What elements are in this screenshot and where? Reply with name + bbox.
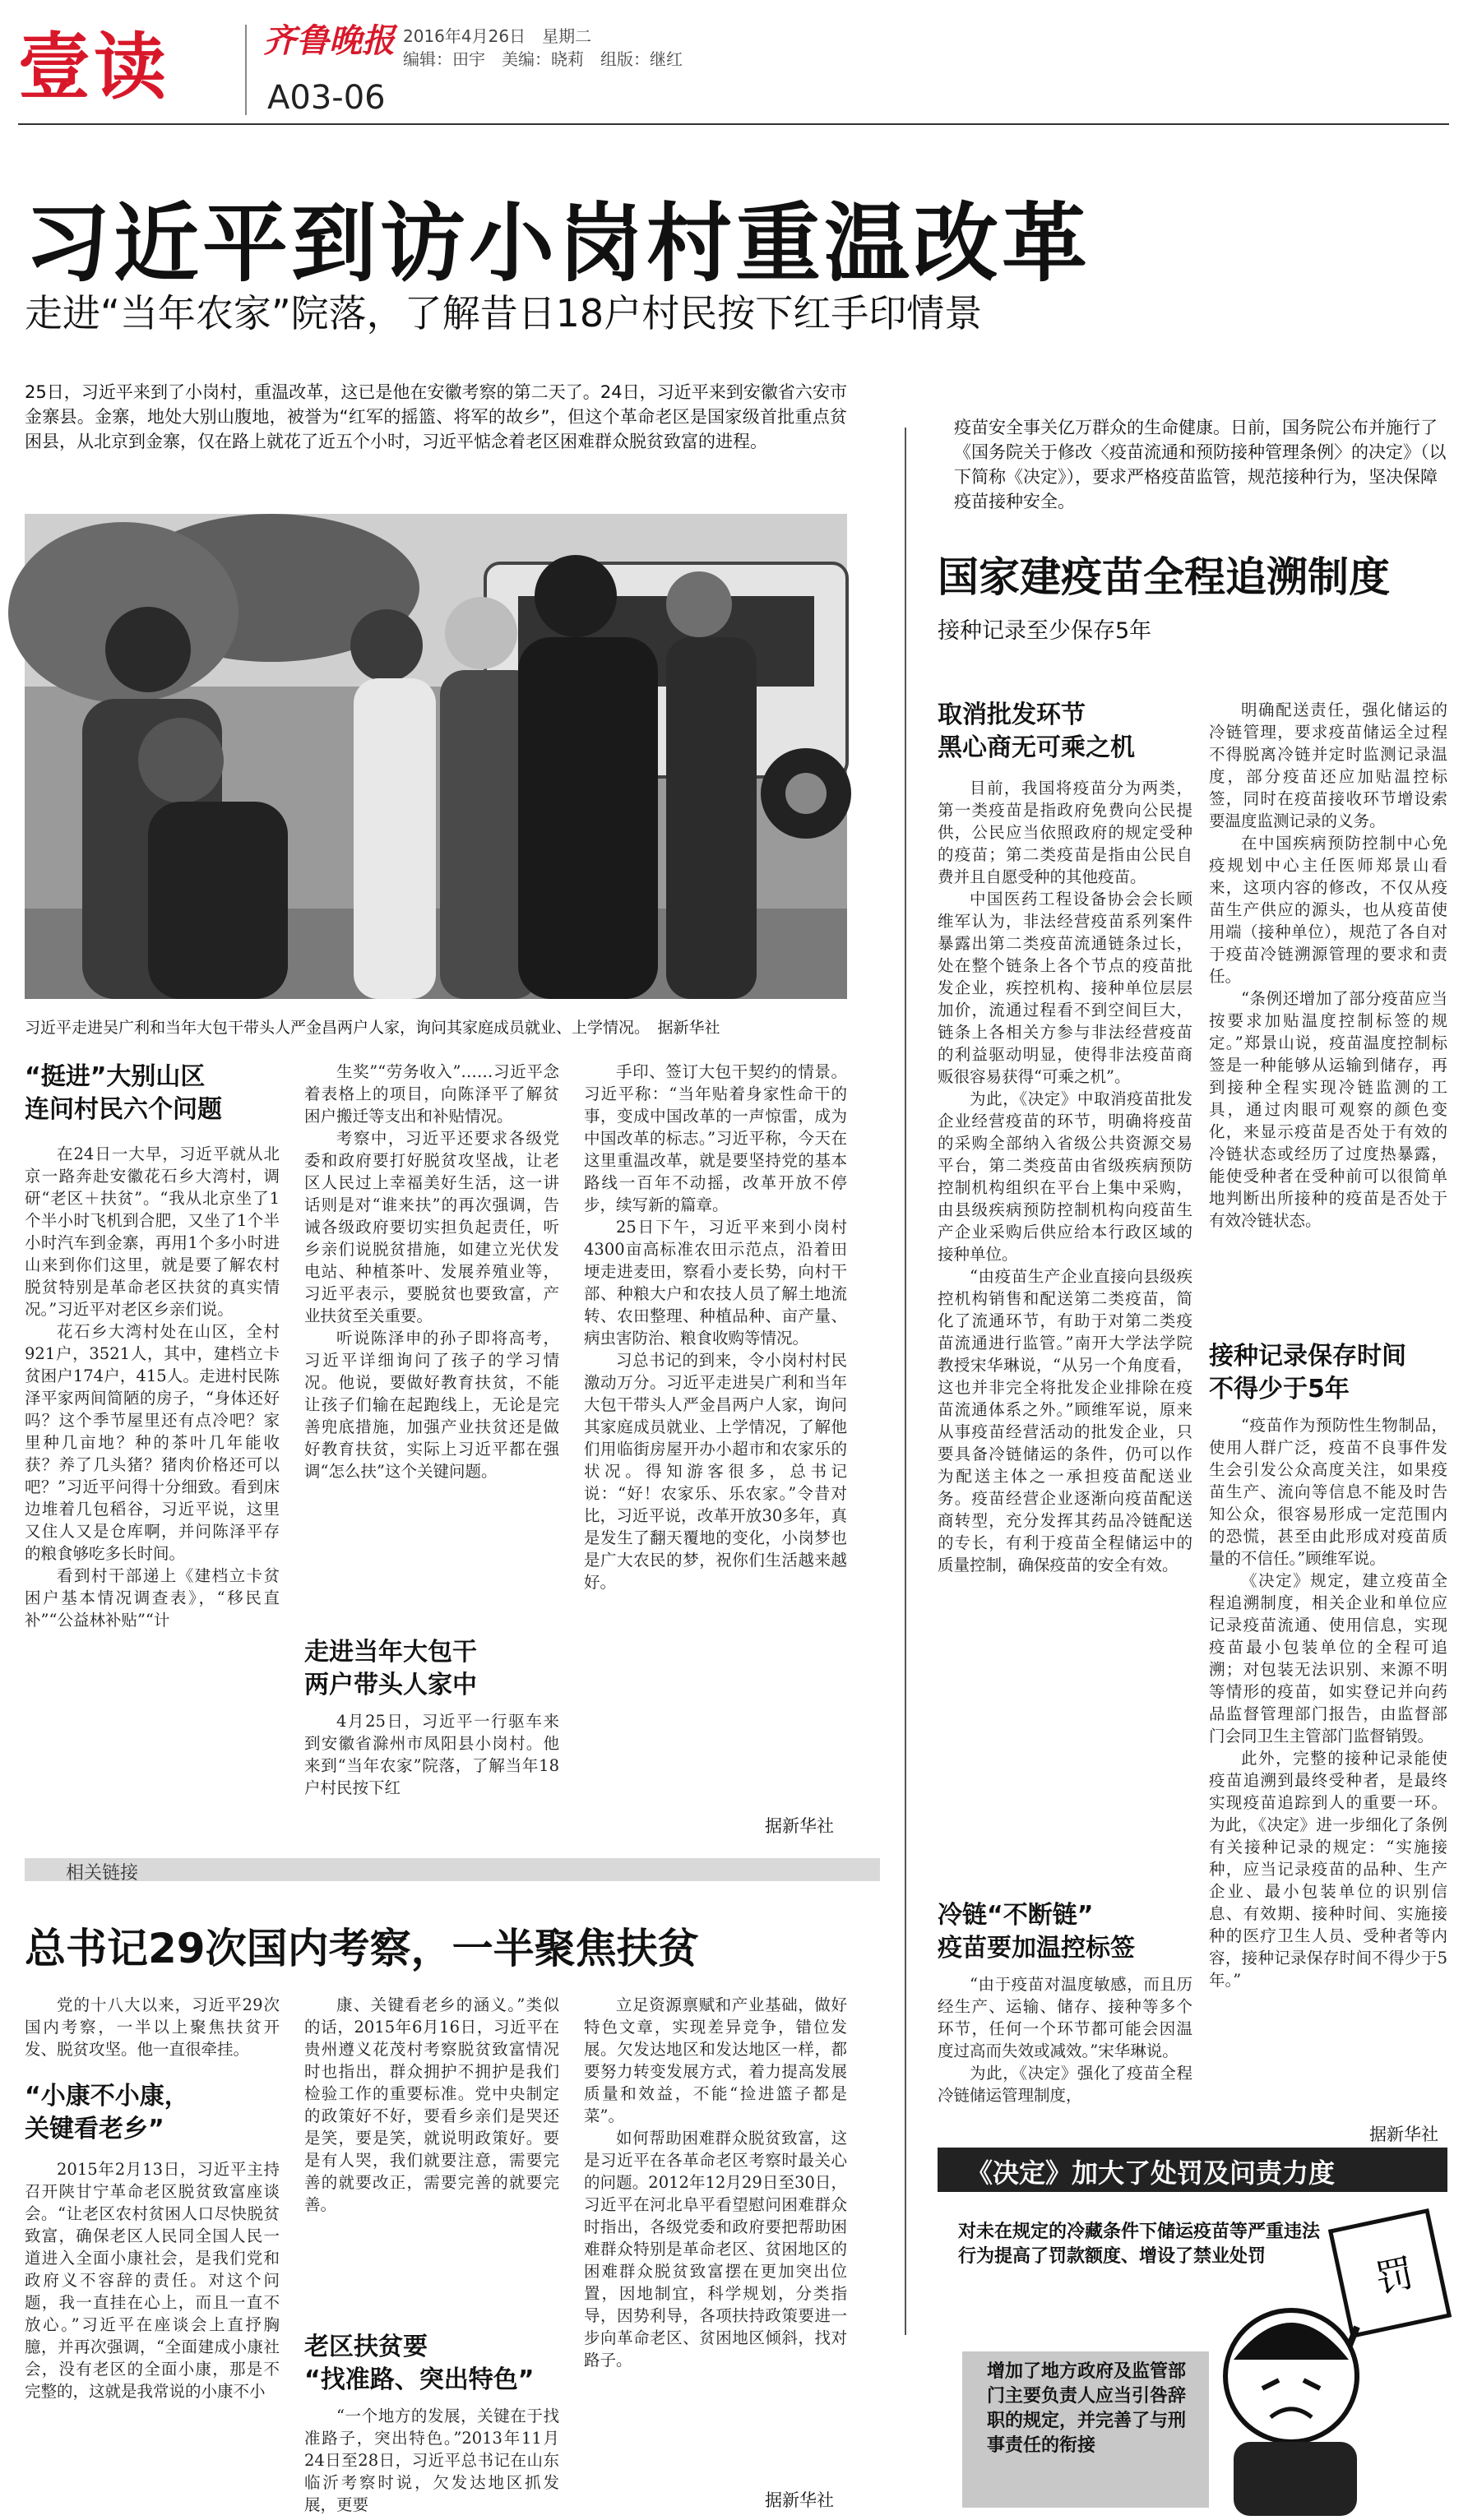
related-col2	[304, 1994, 559, 2323]
paragraph: 立足资源禀赋和产业基础，做好特色文章，实现差异竞争，错位发展。欠发达地区和发达地区一样，都要努力转变发展方式，着力提高发展质量和效益，不能“捡进篮子都是菜”。	[584, 1995, 847, 2125]
vaccine-intro: 疫苗安全事关亿万群众的生命健康。日前，国务院公布并施行了《国务院关于修改〈疫苗流通和预防接种管理条例〉的决定》（以下简称《决定》），要求严格疫苗监管，规范接种行为，坚决保障疫苗接种安全。	[954, 418, 1447, 511]
paragraph: 如何帮助困难群众脱贫致富，这是习近平在各革命老区考察时最关心的问题。2012年12月29日至30日，习近平在河北阜平看望慰问困难群众时指出，各级党委和政府要把帮助困难群众特别是革命老区、贫困地区的困难群众脱贫致富摆在更加突出位置，因地制宜，科学规划，分类指导，因势利导，各项扶持政策要进一步向革命老区、贫困地区倾斜，找对路子。	[584, 2129, 847, 2370]
paragraph: 党的十八大以来，习近平29次国内考察，一半以上聚焦扶贫开发、脱贫攻坚。他一直很牵挂。	[25, 1995, 280, 2059]
paragraph: 为此，《决定》强化了疫苗全程冷链储运管理制度，	[938, 2064, 1192, 2105]
vaccine-col1b	[938, 1973, 1192, 2138]
related-headline: 总书记29次国内考察，一半聚焦扶贫	[25, 1925, 699, 1972]
paragraph: 在24日一大早，习近平就从北京一路奔赴安徽花石乡大湾村，调研“老区＋扶贫”。“我从北京坐了1个半小时飞机到合肥，又坐了1个半小时汽车到金寨，再用1个多小时进山来到你们这里，就是要了解农村脱贫特别是革命老区扶贫的真实情况。”习近平对老区乡亲们说。	[25, 1144, 280, 1319]
photo-caption: 习近平走进吴广利和当年大包干带头人严金昌两户人家，询问其家庭成员就业、上学情况。 据新华社	[25, 1019, 720, 1037]
vaccine-headline: 国家建疫苗全程追溯制度	[938, 553, 1390, 601]
paragraph: 考察中，习近平还要求各级党委和政府要打好脱贫攻坚战，让老区人民过上幸福美好生活，这一讲话则是对“谁来扶”的再次强调，告诫各级政府要切实担负起责任，听乡亲们说脱贫措施，如建立光伏发电站、种植茶叶、发展养殖业等，习近平表示，要脱贫也要致富，产业扶贫至关重要。	[304, 1129, 559, 1325]
paragraph: 中国医药工程设备协会会长顾维军认为，非法经营疫苗系列案件暴露出第二类疫苗流通链条过长，处在整个链条上各个节点的疫苗批发企业，疾控机构、接种单位层层加价，流通过程看不到空间巨大，链条上各相关方参与非法经营疫苗的利益驱动明显，使得非法疫苗商贩很容易获得“可乘之机”。	[938, 890, 1192, 1086]
paragraph: 习总书记的到来，令小岗村村民激动万分。习近平走进吴广利和当年大包干带头人严金昌两户人家，询问其家庭成员就业、上学情况，了解他们用临街房屋开办小超市和农家乐的状况。得知游客很多，总书记说：“好！农家乐、乐农家。”令昔对比，习近平说，改革开放30多年，真是发生了翻天覆地的变化，小岗梦也是广大农民的梦，祝你们生活越来越好。	[584, 1351, 847, 1592]
header-divider	[245, 25, 247, 115]
lead-paragraph: 25日，习近平来到了小岗村，重温改革，这已是他在安徽考察的第二天了。24日，习近平来到安徽省六安市金寨县。金寨，地处大别山腹地，被誉为“红军的摇篮、将军的故乡”，但这个革命老区是国家级首批重点贫困县，从北京到金寨，仅在路上就花了近五个小时，习近平惦念着老区困难群众脱贫致富的进程。	[25, 382, 847, 451]
related-col1	[25, 2158, 280, 2504]
section-title-jilu: 接种记录保存时间 不得少于5年	[1209, 1342, 1406, 1403]
paragraph: 听说陈泽申的孙子即将高考，习近平详细询问了孩子的学习情况。他说，要做好教育扶贫，不能让孩子们输在起跑线上，无论是完善兜底措施，加强产业扶贫还是做好教育扶贫，实际上习近平都在强调“怎么扶”这个关键问题。	[304, 1329, 559, 1481]
vaccine-col1	[938, 777, 1192, 1903]
section-title-pifa: 取消批发环节 黑心商无可乘之机	[938, 701, 1135, 762]
section-title-dabieshan: “挺进”大别山区 连问村民六个问题	[25, 1062, 222, 1124]
source-credit: 据新华社	[765, 2490, 834, 2510]
section-title-tese: 老区扶贫要 “找准路、突出特色”	[304, 2333, 535, 2394]
paragraph: “由于疫苗对温度敏感，而且历经生产、运输、储存、接种等多个环节，任何一个环节都可能会因温度过高而失效或减效。”宋华琳说。	[938, 1975, 1192, 2060]
left-article-col1	[25, 1143, 280, 1784]
left-article-col2b	[304, 1710, 559, 1801]
paragraph: 明确配送责任，强化储运的冷链管理，要求疫苗储运全过程不得脱离冷链并定时监测记录温度，部分疫苗还应加贴温控标签，同时在疫苗接收环节增设索要温度监测记录的义务。	[1209, 701, 1447, 830]
paragraph: 4月25日，习近平一行驱车来到安徽省滁州市凤阳县小岗村。他来到“当年农家”院落，了解当年18户村民按下红	[304, 1712, 559, 1797]
resign-callout: 增加了地方政府及监管部门主要负责人应当引咎辞职的规定，并完善了与刑事责任的衔接	[987, 2361, 1187, 2456]
section-title-xiaogang: 走进当年大包干 两户带头人家中	[304, 1638, 477, 1699]
paragraph: “由疫苗生产企业直接向县级疾控机构销售和配送第二类疫苗，简化了流通环节，有助于对第二类疫苗流通进行监管。”南开大学法学院教授宋华琳说，“从另一个角度看，这也并非完全将批发企业排除在疫苗流通体系之外。”顾维军说，原来从事疫苗经营活动的批发企业，只要具备冷链储运的条件，仍可以作为配送主体之一承担疫苗配送业务。疫苗经营企业逐渐向疫苗配送商转型，充分发挥其药品冷链配送的专长，有利于疫苗全程储运中的质量控制，确保疫苗的安全有效。	[938, 1267, 1192, 1574]
related-col3	[584, 1994, 847, 2471]
source-credit: 据新华社	[765, 1816, 834, 1836]
paragraph: 2015年2月13日，习近平主持召开陕甘宁革命老区脱贫致富座谈会。“让老区农村贫困人口尽快脱贫致富，确保老区人民同全国人民一道进入全面小康社会，是我们党和政府义不容辞的责任。对这个问题，我一直挂在心上，而且一直不放心。”习近平在座谈会上直抒胸臆，并再次强调，“全面建成小康社会，没有老区的全面小康，那是不完整的，这就是我常说的小康不小	[25, 2160, 280, 2401]
section-title-lenglian: 冷链“不断链” 疫苗要加温控标签	[938, 1901, 1135, 1963]
paragraph: 25日下午，习近平来到小岗村4300亩高标准农田示范点，沿着田埂走进麦田，察看小麦长势，向村干部、种粮大户和农技人员了解土地流转、农田整理、种植品种、亩产量、病虫害防治、粮食收购等情况。	[584, 1218, 847, 1348]
main-subheadline: 走进“当年农家”院落，了解昔日18户村民按下红手印情景	[25, 291, 983, 335]
paragraph: “条例还增加了部分疫苗应当按要求加贴温度控制标签的规定。”郑景山说，疫苗温度控制标签是一种能够从运输到储存，再到接种全程实现冷链监测的工具，通过肉眼可观察的颜色变化，来显示疫苗是否处于有效的冷链状态或经历了过度热暴露，能使受种者在受种前可以很简单地判断出所接种的疫苗是否处于有效冷链状态。	[1209, 989, 1447, 1230]
related-link-label: 相关链接	[66, 1863, 139, 1884]
page-number: A03-06	[267, 79, 386, 117]
left-article-col3	[584, 1061, 847, 1784]
paragraph: 看到村干部递上《建档立卡贫困户基本情况调查表》，“移民直补”“公益林补贴”“计	[25, 1566, 280, 1630]
penalty-callout: 对未在规定的冷藏条件下储运疫苗等严重违法行为提高了罚款额度、增设了禁业处罚	[958, 2222, 1321, 2267]
photo-illustration	[25, 514, 847, 999]
paragraph: “一个地方的发展，关键在于找准路子，突出特色。”2013年11月24日至28日，习近平总书记在山东临沂考察时说，欠发达地区抓发展，更要	[304, 2407, 559, 2514]
related-col2b	[304, 2405, 559, 2514]
main-headline: 习近平到访小岗村重温改革	[25, 193, 1091, 294]
section-title-xiaokang: “小康不小康， 关键看老乡”	[25, 2082, 189, 2143]
news-photo	[25, 514, 847, 999]
paragraph: 康、关键看老乡的涵义。”类似的话，2015年6月16日，习近平在贵州遵义花茂村考察脱贫致富情况时也指出，群众拥护不拥护是我们检验工作的重要标准。党中央制定的政策好不好，要看乡亲们是哭还是笑，要是笑，就说明政策好。要是有人哭，我们就要注意，需要完善的就要改正，需要完善的就要完善。	[304, 1995, 559, 2214]
source-credit: 据新华社	[1369, 2125, 1438, 2144]
column-separator	[905, 428, 906, 2335]
staff-credits: 编辑：田宇 美编：晓莉 组版：继红	[403, 49, 683, 69]
paragraph: 为此，《决定》中取消疫苗批发企业经营疫苗的环节，明确将疫苗的采购全部纳入省级公共资源交易平台，第二类疫苗由省级疾病预防控制机构组织在平台上集中采购，由县级疾病预防控制机构向疫苗生产企业采购后供应给本行政区域的接种单位。	[938, 1089, 1192, 1264]
related-link-bar	[25, 1858, 880, 1881]
paragraph: 生奖”“劳务收入”……习近平念着表格上的项目，向陈泽平了解贫困户搬迁等支出和补贴情况。	[304, 1062, 559, 1126]
issue-date: 2016年4月26日 星期二	[403, 26, 592, 46]
left-article-col2	[304, 1061, 559, 1628]
decision-title: 《决定》加大了处罚及问责力度	[966, 2157, 1336, 2189]
paragraph: 目前，我国将疫苗分为两类，第一类疫苗是指政府免费向公民提供，公民应当依照政府的规定受种的疫苗；第二类疫苗是指由公民自费并且自愿受种的其他疫苗。	[938, 779, 1192, 886]
paragraph: “疫苗作为预防性生物制品，使用人群广泛，疫苗不良事件发生会引发公众高度关注，如果疫苗生产、流向等信息不能及时告知公众，很容易形成一定范围内的恐慌，甚至由此形成对疫苗质量的不信任。”顾维军说。	[1209, 1416, 1447, 1568]
vaccine-subheadline: 接种记录至少保存5年	[938, 618, 1152, 644]
paragraph: 在中国疾病预防控制中心免疫规划中心主任医师郑景山看来，这项内容的修改，不仅从疫苗生产供应的源头，也从疫苗使用端（接种单位），规范了各自对于疫苗冷链溯源管理的要求和责任。	[1209, 834, 1447, 986]
vaccine-col2	[1209, 699, 1447, 1332]
penalty-sign-text: 罚	[1371, 2250, 1418, 2302]
penalty-illustration	[1184, 2195, 1456, 2516]
newspaper-logo: 齐鲁晚报	[263, 21, 395, 60]
paragraph: 手印、签订大包干契约的情景。习近平称：“当年贴着身家性命干的事，变成中国改革的一声惊雷，成为中国改革的标志。”习近平称，今天在这里重温改革，就是要坚持党的基本路线一百年不动摇，改革开放不停步，续写新的篇章。	[584, 1062, 847, 1214]
related-col1-intro	[25, 1994, 280, 2060]
paragraph: 此外，完整的接种记录能使疫苗追溯到最终受种者，是最终实现疫苗追踪到人的重要一环。为此，《决定》进一步细化了条例有关接种记录的规定：“实施接种，应当记录疫苗的品种、生产企业、最小包装单位的识别信息、有效期、接种时间、实施接种的医疗卫生人员、受种者等内容，接种记录保存时间不得少于5年。”	[1209, 1749, 1447, 1990]
header-rule	[18, 123, 1449, 125]
paragraph: 《决定》规定，建立疫苗全程追溯制度，相关企业和单位应记录疫苗流通、使用信息，实现疫苗最小包装单位的全程可追溯；对包装无法识别、来源不明等情形的疫苗，如实登记并向药品监督管理部门报告，由监督部门会同卫生主管部门监督销毁。	[1209, 1571, 1447, 1746]
paragraph: 花石乡大湾村处在山区，全村921户，3521人，其中，建档立卡贫困户174户，415人。走进村民陈泽平家两间简陋的房子，“身体还好吗？这个季节屋里还有点冷吧？家里种几亩地？种的茶叶几年能收获？养了几头猪？猪肉价格还可以吧？”习近平问得十分细致。看到床边堆着几包稻谷，习近平说，这里又住人又是仓库啊，并问陈泽平存的粮食够吃多长时间。	[25, 1322, 280, 1563]
vaccine-col2b	[1209, 1414, 1447, 2121]
section-brand: 壹读	[18, 25, 170, 109]
